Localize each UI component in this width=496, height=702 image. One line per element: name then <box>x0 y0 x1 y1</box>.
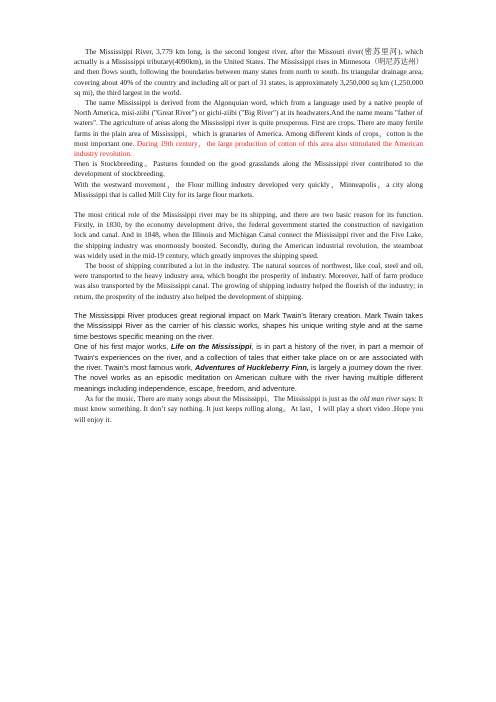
book-title-huckleberry-finn: Adventures of Huckleberry Finn, <box>194 362 309 372</box>
paragraph-stockbreeding: Then is Stockbreeding。Pastures founded on the good grasslands along the Mississippi river contributed to the development of stockbreeding. <box>74 159 423 179</box>
paragraph-gap <box>74 200 423 210</box>
paragraph-mark-twain: The Mississippi River produces great regional impact on Mark Twain's literary creation. Mark Twain takes the Mississippi River as the carrier of his classic works, shapes his unique writing style and at the same time bestows specific meaning on the river. <box>74 310 423 341</box>
paragraph-shipping-boost: The boost of shipping contributed a lot in the industry. The natural sources of northwest, like coal, steel and oil, were transported to the heavy industry area, which bought the prosperity of industry. Moreover, half of farm produce was also transported by the Mississippi canal. The growing of shipping industry helped the flourish of the industry; in return, the prosperity of the industry also helped the development of shipping. <box>74 261 423 301</box>
name-origin-text: The name Mississippi is derived from the Algonquian word, which from a language used by a native people of North America, misi-ziibi ("Great River") or gichi-ziibi ("Big River") at its headwaters.And the name means "father of waters". The agriculture of areas along the Mississippi river is quite prosperous. First are crops. There are many fertile farms in the plain area of Mississippi，which is granaries of America. Among different kinds of crops，cotton is the most important one. <box>74 98 423 148</box>
paragraph-shipping: The most critical role of the Mississippi river may be its shipping, and there are two basic reason for its function. Firstly, in 1830, by the economy development drive, the federal government started the construction of navigation lock and canal. And in 1848, when the Illinois and Michigan Canal connect the Mississippi river and the Five Lake, the shipping industry was enormously boosted. Secondly, during the American industrial revolution, the steamboat was widely used in the mid-19 century, which greatly improves the shipping speed. <box>74 210 423 260</box>
paragraph-major-works: One of his first major works, Life on the Mississippi, is in part a history of the river, in part a memoir of Twain's experiences on the river, and a collection of tales that either take place on or are associated with the river. Twain's most famous work, Adventures of Huckleberry Finn, is largely a journey down the river. The novel works as an episodic meditation on American culture with the river having multiple different meanings including independence, escape, freedom, and adventure. <box>74 342 423 393</box>
paragraph-flour-milling: With the westward movement，the Flour milling industry developed very quickly，Minneapolis，a city along Mississippi that is called Mill City for its large flour markets. <box>74 179 423 199</box>
book-title-life-on-the-mississippi: Life on the Mississippi <box>170 342 252 352</box>
highlighted-red-text: During 19th century，the large production of cotton of this area also stimulated the American industry revolution. <box>74 138 423 159</box>
song-title-old-man-river: old man river <box>360 394 401 404</box>
document-body <box>74 47 423 425</box>
paragraph-gap <box>74 302 423 311</box>
paragraph-name-origin <box>74 98 423 159</box>
paragraph-music: As for the music, There are many songs about the Mississippi。The Mississippi is just as the old man river says: It must know something. It don’t say nothing. It just keeps rolling along。At last，I will play a short video .Hope you will enjoy it. <box>74 394 423 424</box>
paragraph-intro: The Mississippi River, 3,779 km long, is the second longest river, after the Missouri river(密苏里河), which actually is a Mississippi tributary(4090km), in the United States. The Mississippi rises in Minnesota（明尼苏达州）and then flows south, following the boundaries between many states from north to south. Its triangular drainage area, covering about 40% of the country and including all or part of 31 states, is approximately 3,250,000 sq km (1,250,000 sq mi), the third largest in the world. <box>74 47 423 97</box>
